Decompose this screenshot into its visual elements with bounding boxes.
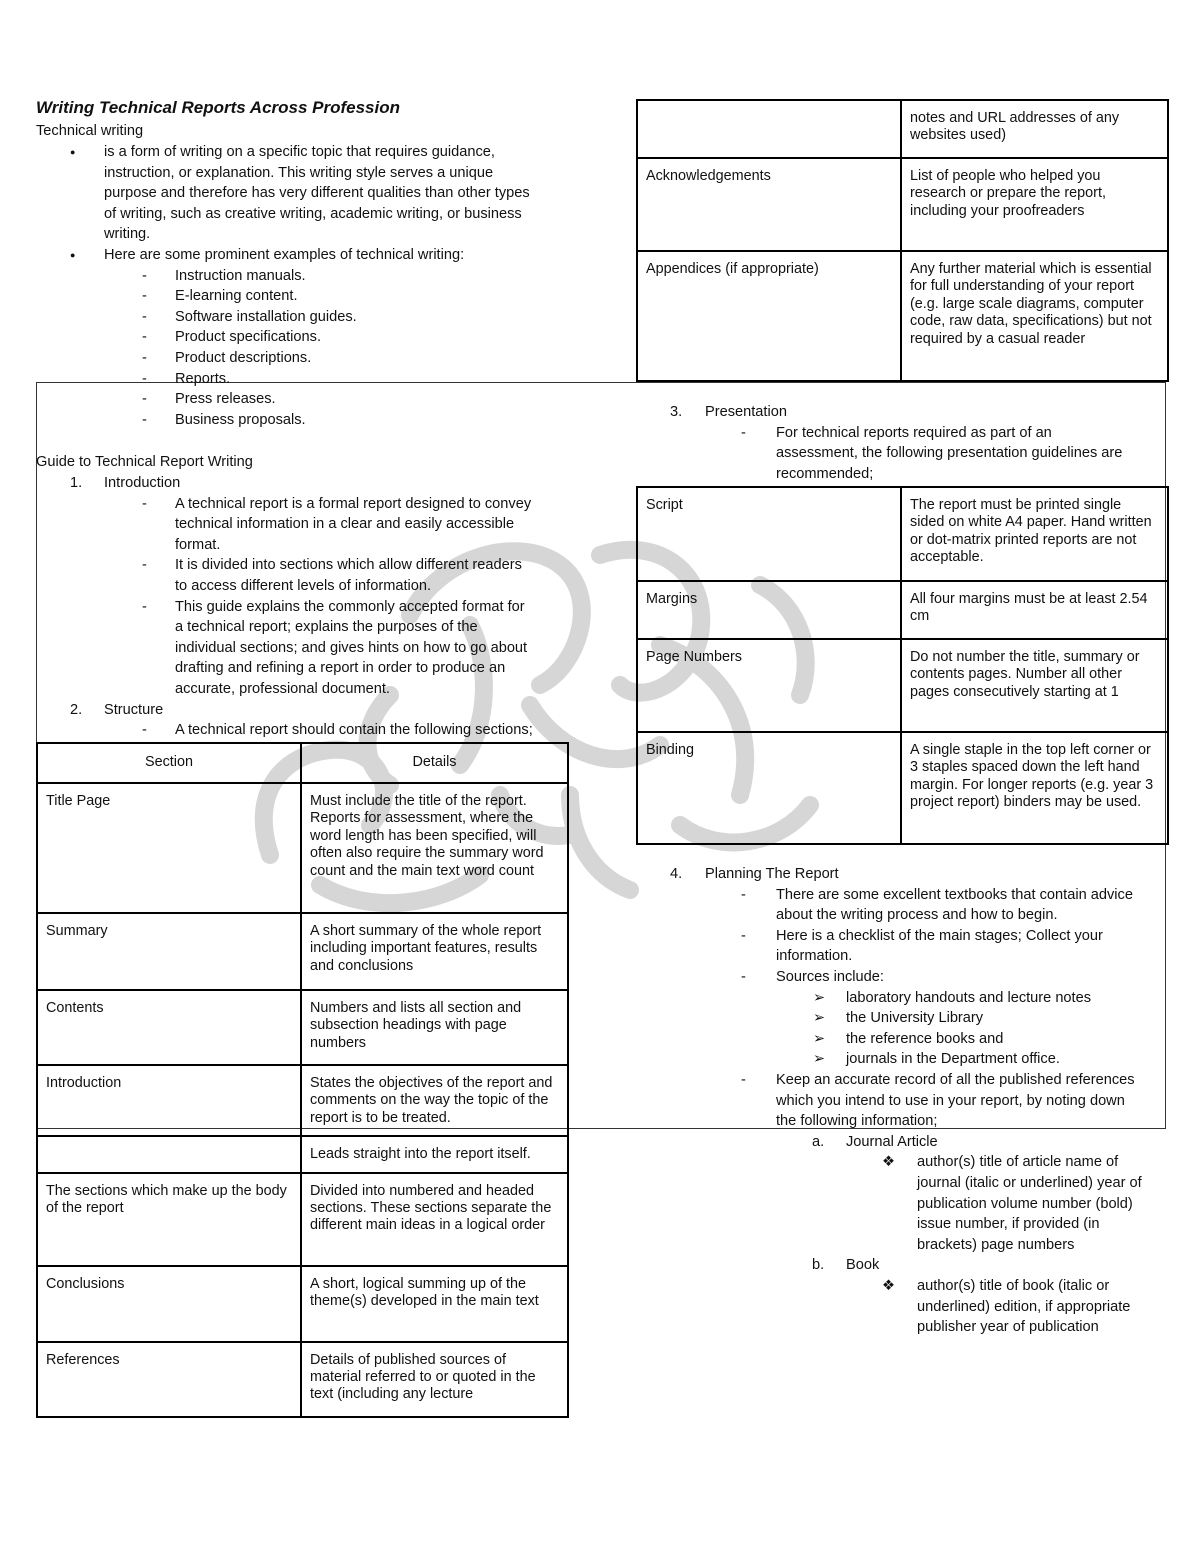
section-label: Presentation [705,404,787,420]
section-number: 3. [670,404,683,420]
details-cell: Divided into numbered and headed sections. These sections separate the different main ideas in a logical order [301,1173,568,1266]
dash-marker: - [741,886,746,903]
bullet-text: of writing, such as creative writing, academic writing, or business [104,205,522,222]
section-label: Introduction [104,475,181,491]
list-text: A technical report is a formal report designed to convey [175,495,532,512]
table-row [37,1266,568,1342]
table-row [637,158,1168,251]
details-cell: A short summary of the whole report including important features, results and conclusions [301,913,568,990]
diamond-marker: ❖ [882,1278,896,1294]
bullet-text: instruction, or explanation. This writing style serves a unique [104,164,494,181]
dash-marker: - [741,424,746,441]
example-item: Instruction manuals. [175,267,306,284]
diamond-marker: ❖ [882,1154,896,1171]
list-text: It is divided into sections which allow different readers [175,557,522,574]
example-item: Product specifications. [175,329,322,346]
citation-text: publication volume number (bold) [917,1195,1133,1212]
bullet-text: purpose and therefore has very different qualities than other types [104,185,530,202]
dash-marker: - [142,495,147,512]
section-number: 1. [70,475,83,491]
dash-marker: - [142,267,147,284]
citation-text: publisher year of publication [917,1319,1099,1336]
list-text: about the writing process and how to begin. [776,907,1058,924]
dash-marker: - [142,329,147,346]
dash-marker: - [741,969,746,985]
details-cell: Must include the title of the report. Reports for assessment, where the word length has been specified, will often also require the summary word count and the main text word count [301,783,568,913]
section-label: Planning The Report [705,866,839,882]
list-text: Here is a checklist of the main stages; Collect your [776,927,1103,944]
sub-label: b. [812,1257,825,1274]
arrow-marker: ➢ [813,1051,826,1068]
dash-marker: - [741,1072,746,1088]
dash-marker: - [142,370,147,387]
dash-marker: - [741,927,746,944]
details-cell: Numbers and lists all section and subsection headings with page numbers [301,990,568,1065]
table-header-row [37,743,568,783]
table-row [37,913,568,990]
list-text: recommended; [776,465,874,482]
citation-text: brackets) page numbers [917,1236,1075,1253]
sub-label: a. [812,1133,825,1150]
citation-text: journal (italic or underlined) year of [917,1175,1142,1191]
sub-title: Book [846,1257,880,1274]
dash-marker: - [142,288,147,305]
table-row [37,1342,568,1417]
dash-marker: - [142,391,147,408]
section-cell: Script [637,487,901,581]
page-title: Writing Technical Reports Across Profession [36,98,401,117]
table-row [637,487,1168,581]
table-row [37,1065,568,1136]
guide-heading: Guide to Technical Report Writing [36,454,253,471]
list-text: information. [776,948,853,965]
section-cell: Title Page [37,783,301,913]
table-row [637,639,1168,732]
list-text: There are some excellent textbooks that contain advice [776,886,1133,903]
list-text: the following information; [776,1113,938,1130]
example-item: Reports. [175,370,231,387]
details-cell: States the objectives of the report and comments on the way the topic of the report is to be treated. [301,1065,568,1136]
source-item: the reference books and [846,1030,1004,1047]
example-item: Product descriptions. [175,350,312,366]
list-text: individual sections; and gives hints on how to go about [175,639,528,656]
details-cell: A single staple in the top left corner or 3 staples spaced down the left hand margin. For longer reports (e.g. year 3 project report) binders may be used. [901,732,1168,844]
structure-table [36,742,569,1418]
section-label: Structure [104,701,164,718]
example-item: Business proposals. [175,411,306,428]
bullet-text: writing. [104,226,151,243]
section-cell: Summary [37,913,301,990]
source-item: the University Library [846,1010,984,1027]
citation-text: issue number, if provided (in [917,1216,1100,1233]
sub-title: Journal Article [846,1133,938,1150]
list-text: to access different levels of information. [175,578,432,594]
list-text: technical information in a clear and easily accessible [175,516,515,533]
column-header: Section [37,743,301,783]
dash-marker: - [142,411,147,428]
details-cell: Leads straight into the report itself. [301,1136,568,1172]
arrow-marker: ➢ [813,1010,826,1027]
dash-marker: - [142,350,147,366]
details-cell: Do not number the title, summary or contents pages. Number all other pages consecutively starting at 1 [901,639,1168,732]
citation-text: author(s) title of book (italic or [917,1278,1110,1294]
details-cell: All four margins must be at least 2.54 cm [901,581,1168,639]
source-item: laboratory handouts and lecture notes [846,989,1092,1006]
table-row [37,990,568,1065]
example-item: Software installation guides. [175,308,357,325]
bullet-marker: ● [70,147,76,157]
table-row [37,1136,568,1172]
table-row [37,1173,568,1266]
section-cell: Appendices (if appropriate) [637,251,901,381]
list-text: Keep an accurate record of all the published references [776,1072,1135,1088]
bullet-text: Here are some prominent examples of technical writing: [104,247,465,263]
continued-table [636,99,1169,382]
example-item: Press releases. [175,391,276,408]
section-cell [637,100,901,158]
section-cell: Acknowledgements [637,158,901,251]
table-row [637,251,1168,381]
dash-marker: - [142,598,147,615]
list-text: Sources include: [776,969,884,985]
details-cell: The report must be printed single sided on white A4 paper. Hand written or dot-matrix printed reports are not acceptable. [901,487,1168,581]
list-text: accurate, professional document. [175,681,390,697]
section-number: 4. [670,866,683,882]
section-cell: Page Numbers [637,639,901,732]
table-row [637,732,1168,844]
section-cell: Introduction [37,1065,301,1136]
section-cell: Conclusions [37,1266,301,1342]
arrow-marker: ➢ [813,989,826,1006]
table-row [37,783,568,913]
list-text: drafting and refining a report in order to produce an [175,660,506,677]
bullet-marker: ● [70,250,76,260]
dash-marker: - [142,722,147,739]
list-text: A technical report should contain the following sections; [175,722,533,739]
details-cell: notes and URL addresses of any websites used) [901,100,1168,158]
section-cell: Contents [37,990,301,1065]
section-number: 2. [70,701,83,718]
bullet-text: is a form of writing on a specific topic that requires guidance, [104,144,495,160]
table-row [637,581,1168,639]
section-cell [37,1136,301,1172]
list-text: a technical report; explains the purposes of the [175,619,478,636]
list-text: which you intend to use in your report, by noting down [776,1092,1125,1109]
subtitle: Technical writing [36,123,144,139]
section-cell: References [37,1342,301,1417]
table-row [637,100,1168,158]
example-item: E-learning content. [175,288,298,305]
dash-marker: - [142,557,147,574]
list-text: This guide explains the commonly accepted format for [175,598,525,615]
presentation-table [636,486,1169,845]
details-cell: Any further material which is essential for full understanding of your report (e.g. large scale diagrams, computer code, raw data, specifications) but not required by a casual reader [901,251,1168,381]
details-cell: Details of published sources of material referred to or quoted in the text (including any lecture [301,1342,568,1417]
dash-marker: - [142,308,147,325]
section-cell: Binding [637,732,901,844]
details-cell: List of people who helped you research or prepare the report, including your proofreaders [901,158,1168,251]
details-cell: A short, logical summing up of the theme(s) developed in the main text [301,1266,568,1342]
citation-text: author(s) title of article name of [917,1154,1119,1171]
list-text: assessment, the following presentation guidelines are [776,445,1123,462]
source-item: journals in the Department office. [846,1051,1060,1068]
column-header: Details [301,743,568,783]
arrow-marker: ➢ [813,1030,826,1047]
list-text: format. [175,536,221,553]
list-text: For technical reports required as part of an [776,424,1052,441]
citation-text: underlined) edition, if appropriate [917,1298,1131,1315]
section-cell: Margins [637,581,901,639]
section-cell: The sections which make up the body of the report [37,1173,301,1266]
